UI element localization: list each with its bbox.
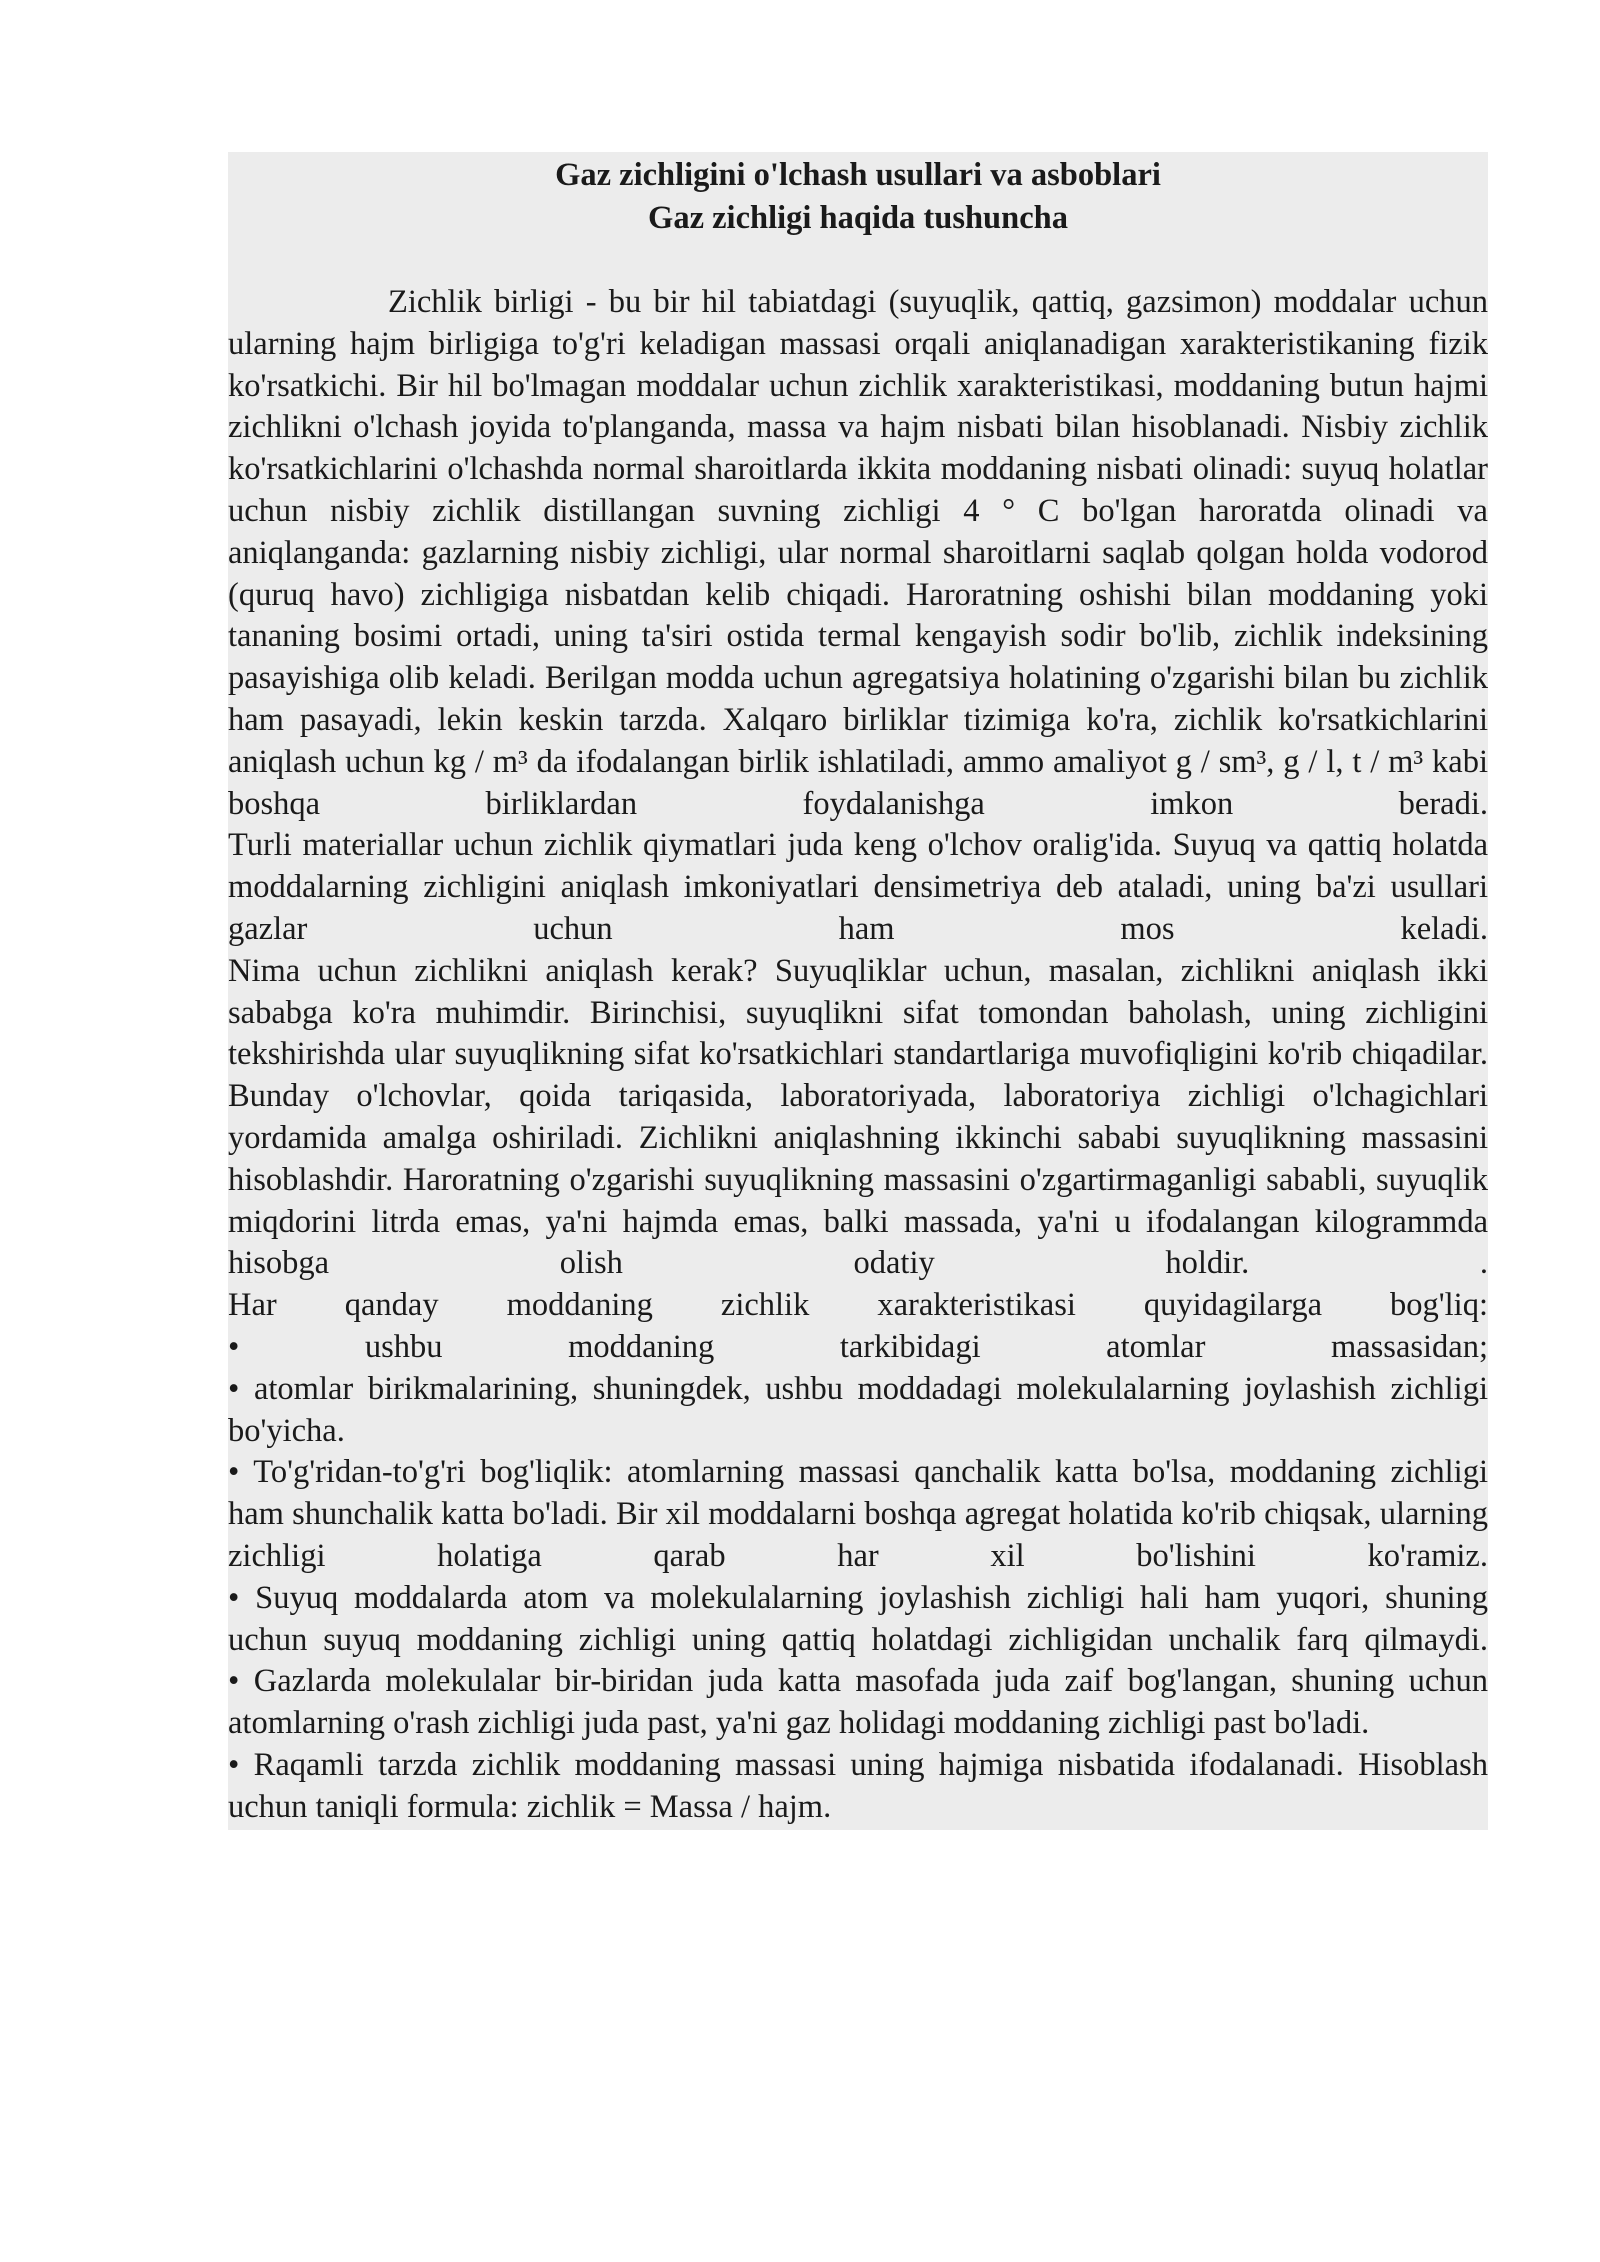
paragraph-nima-uchun: Nima uchun zichlikni aniqlash kerak? Suyuqliklar uchun, masalan, zichlikni aniqlash ikki sababga ko'ra muhimdir. Birinchisi, suyuqlikni sifat tomondan baholash, uning zichligini tekshirishda ular suyuqlikning sifat ko'rsatkichlari standartlariga muvofiqligini ko'rib chiqadilar. Bunday o'lchovlar, qoida tariqasida, laboratoriyada, laboratoriya zichligi o'lchagichlari yordamida amalga oshiriladi. Zichlikni aniqlashning ikkinchi sababi suyuqlikning massasini hisoblashdir. Haroratning o'zgarishi suyuqlikning massasini o'zgartirmaganligi sababli, suyuqlik miqdorini litrda emas, ya'ni hajmda emas, balki massada, ya'ni u ifodalangan kilogrammda hisobga olish odatiy holdir. . [228,952,1488,1282]
paragraph-zichlik-birligi: Zichlik birligi - bu bir hil tabiatdagi (suyuqlik, qattiq, gazsimon) moddalar uchun ularning hajm birligiga to'g'ri keladigan massasi orqali aniqlanadigan xarakteristikaning fizik ko'rsatkichi. Bir hil bo'lmagan moddalar uchun zichlik xarakteristikasi, moddaning butun hajmi zichlikni o'lchash joyida to'planganda, massa va hajm nisbati bilan hisoblanadi. Nisbiy zichlik ko'rsatkichlarini o'lchashda normal sharoitlarda ikkita moddaning nisbati olinadi: suyuq holatlar uchun nisbiy zichlik distillangan suvning zichligi 4 ° C bo'lgan haroratda olinadi va aniqlanganda: gazlarning nisbiy zichligi, ular normal sharoitlarni saqlab qolgan holda vodorod (quruq havo) zichligiga nisbatdan kelib chiqadi. Haroratning oshishi bilan moddaning yoki tananing bosimi ortadi, uning ta'siri ostida termal kengayish sodir bo'lib, zichlik indeksining pasayishiga olib keladi. Berilgan modda uchun agregatsiya holatining o'zgarishi bilan bu zichlik ham pasayadi, lekin keskin tarzda. Xalqaro birliklar tizimiga ko'ra, zichlik ko'rsatkichlarini aniqlash uchun kg / m³ da ifodalangan birlik ishlatiladi, ammo amaliyot g / sm³, g / l, t / m³ kabi boshqa birliklardan foydalanishga imkon beradi. [228,284,1488,822]
bullet-raqamli-tarzda: • Raqamli tarzda zichlik moddaning massasi uning hajmiga nisbatida ifodalanadi. Hisoblash uchun taniqli formula: zichlik = Massa / hajm. [228,1746,1488,1825]
bullet-atomlar-massasi: • ushbu moddaning tarkibidagi atomlar massasidan; [228,1328,1488,1365]
paragraph-har-qanday: Har qanday moddaning zichlik xarakteristikasi quyidagilarga bog'liq: [228,1287,1488,1324]
document-title: Gaz zichligini o'lchash usullari va asboblari [555,157,1161,193]
bullet-joylashish-zichligi: • atomlar birikmalarining, shuningdek, ushbu moddadagi molekulalarning joylashish zichligi bo'yicha. [228,1370,1488,1449]
bullet-gazlarda: • Gazlarda molekulalar bir-biridan juda katta masofada juda zaif bog'langan, shuning uchun atomlarning o'rash zichligi juda past, ya'ni gaz holidagi moddaning zichligi past bo'ladi. [228,1663,1488,1742]
bullet-togridan-togri: • To'g'ridan-to'g'ri bog'liqlik: atomlarning massasi qanchalik katta bo'lsa, moddaning zichligi ham shunchalik katta bo'ladi. Bir xil moddalarni boshqa agregat holatida ko'rib chiqsak, ularning zichligi holatiga qarab har xil bo'lishini ko'ramiz. [228,1454,1488,1574]
bullet-suyuq-moddalarda: • Suyuq moddalarda atom va molekulalarning joylashish zichligi hali ham yuqori, shuning uchun suyuq moddaning zichligi uning qattiq holatdagi zichligidan unchalik farq qilmaydi. [228,1579,1488,1658]
document-subtitle: Gaz zichligi haqida tushuncha [648,200,1068,236]
document-body [228,152,1488,1830]
spacer [228,240,1488,282]
paragraph-turli-materiallar: Turli materiallar uchun zichlik qiymatlari juda keng o'lchov oralig'ida. Suyuq va qattiq holatda moddalarning zichligini aniqlash imkoniyatlari densimetriya deb ataladi, uning ba'zi usullari gazlar uchun ham mos keladi. [228,827,1488,947]
